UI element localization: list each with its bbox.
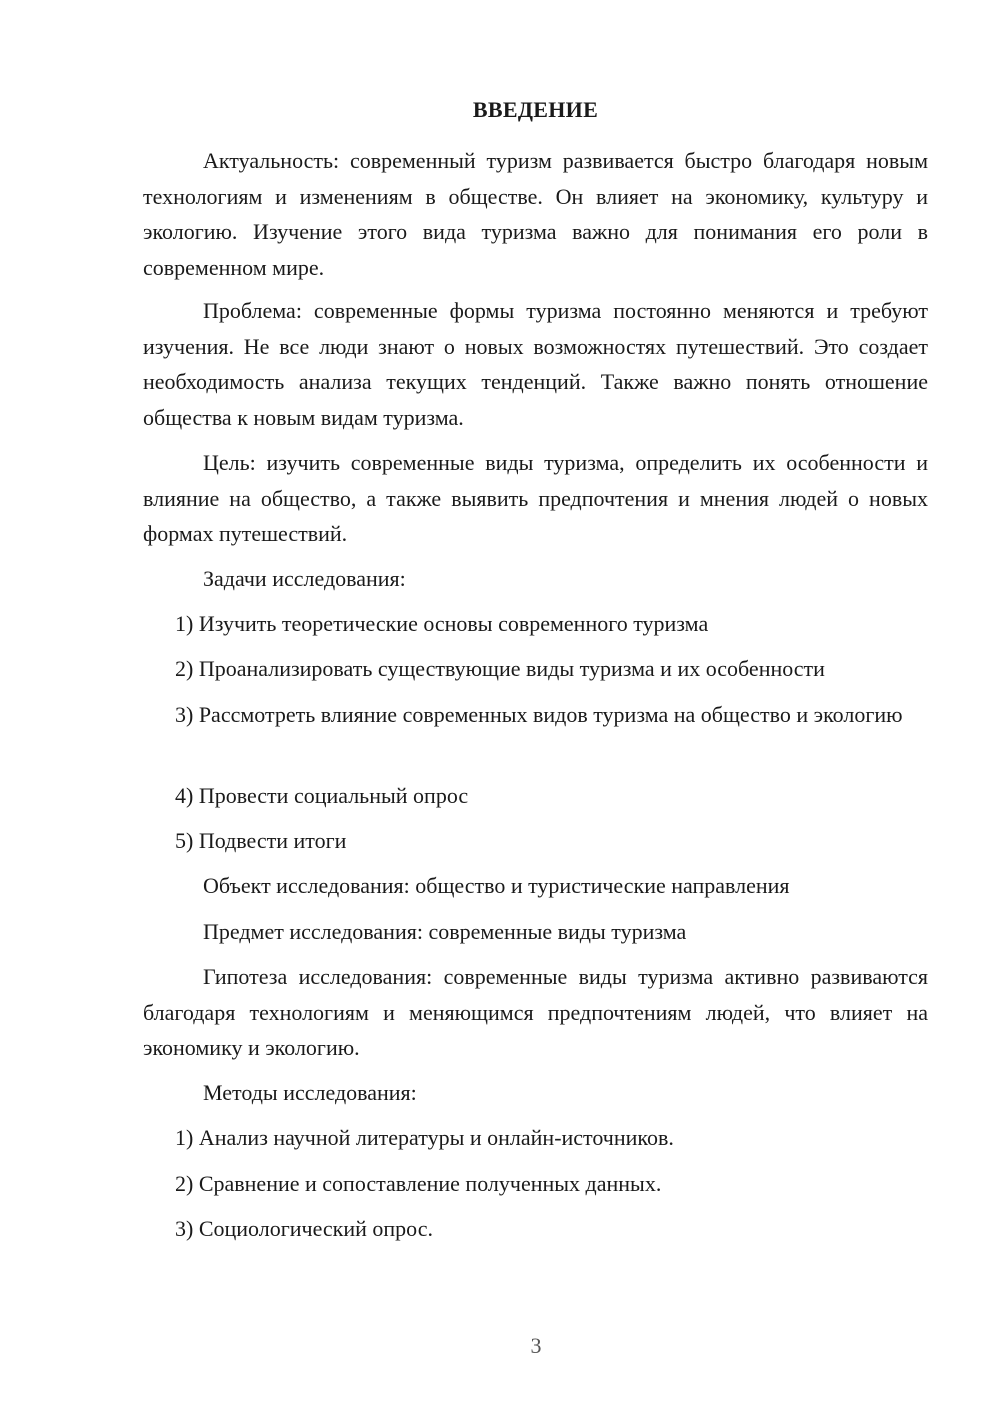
task-item-4: 4) Провести социальный опрос (175, 783, 469, 808)
tasks-heading: Задачи исследования: (203, 566, 406, 591)
paragraph-object: Объект исследования: общество и туристические направления (203, 873, 790, 898)
methods-heading: Методы исследования: (203, 1080, 417, 1105)
paragraph-hypothesis: Гипотеза исследования: современные виды туризма активно развиваются благодаря технологиям и меняющимся предпочтениям людей, что влияет на экономику и экологию. (143, 964, 928, 1060)
page-title: ВВЕДЕНИЕ (472, 97, 599, 122)
paragraph-goal: Цель: изучить современные виды туризма, определить их особенности и влияние на общество, а также выявить предпочтения и мнения людей о новых формах путешествий. (143, 450, 928, 546)
method-item-2: 2) Сравнение и сопоставление полученных данных. (175, 1171, 662, 1196)
paragraph-subject: Предмет исследования: современные виды туризма (203, 919, 687, 944)
task-item-1: 1) Изучить теоретические основы современного туризма (175, 611, 709, 636)
page-number: 3 (530, 1333, 542, 1358)
paragraph-relevance: Актуальность: современный туризм развивается быстро благодаря новым технологиям и изменениям в обществе. Он влияет на экономику, культуру и экологию. Изучение этого вида туризма важно для понимания его роли в современном мире. (143, 148, 928, 280)
task-item-3: 3) Рассмотреть влияние современных видов туризма на общество и экологию (175, 702, 903, 727)
task-item-2: 2) Проанализировать существующие виды туризма и их особенности (175, 656, 825, 681)
method-item-1: 1) Анализ научной литературы и онлайн-источников. (175, 1125, 674, 1150)
method-item-3: 3) Социологический опрос. (175, 1216, 433, 1241)
paragraph-problem: Проблема: современные формы туризма постоянно меняются и требуют изучения. Не все люди знают о новых возможностях путешествий. Это создает необходимость анализа текущих тенденций. Также важно понять отношение общества к новым видам туризма. (143, 298, 928, 430)
task-item-5: 5) Подвести итоги (175, 828, 347, 853)
